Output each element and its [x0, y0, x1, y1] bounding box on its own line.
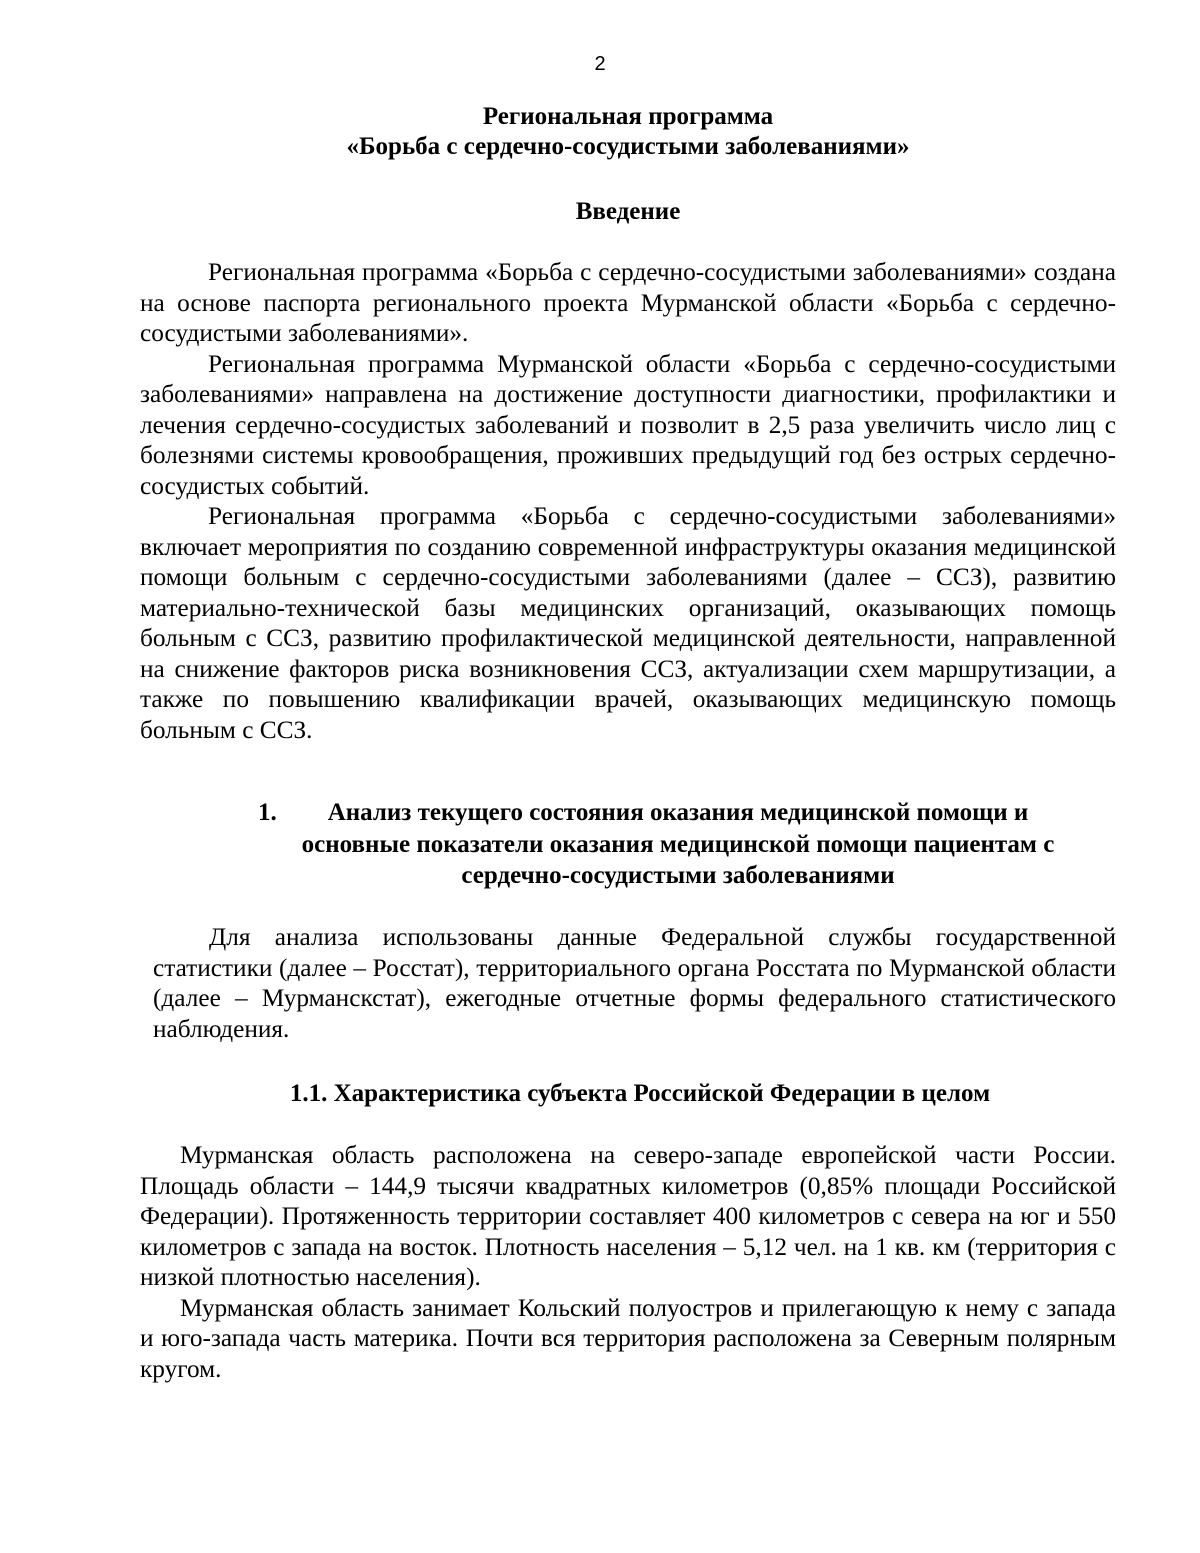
section-1-number: 1. — [258, 799, 277, 826]
section-1-paragraph: Для анализа использованы данные Федеральной службы государственной статистики (далее – Росстат), территориального органа Росстата по Мурманской области (далее – Мурманскстат), ежегодные отчетные формы федерального статистического наблюдения. — [153, 923, 1116, 1043]
document-title-line-1: Региональная программа — [482, 103, 774, 130]
section-1-1-heading: 1.1. Характеристика субъекта Российской Федерации в целом — [289, 1080, 991, 1107]
intro-paragraph-2: Региональная программа Мурманской области «Борьба с сердечно-сосудистыми заболеваниями» направлена на достижение доступности диагностики, профилактики и лечения сердечно-сосудистых заболеваний и позволит в 2,5 раза увеличить число лиц с болезнями системы кровообращения, проживших предыдущий год без острых сердечно-сосудистых событий. — [140, 349, 1116, 500]
section-1-1-paragraph-2: Мурманская область занимает Кольский полуостров и прилегающую к нему с запада и юго-запада часть материка. Почти вся территория расположена за Северным полярным кругом. — [140, 1293, 1116, 1383]
intro-paragraph-3: Региональная программа «Борьба с сердечно-сосудистыми заболеваниями» включает мероприятия по созданию современной инфраструктуры оказания медицинской помощи больным с сердечно-сосудистыми заболеваниями (далее – ССЗ), развитию материально-технической базы медицинских организаций, оказывающих помощь больным с ССЗ, развитию профилактической медицинской деятельности, направленной на снижение факторов риска возникновения ССЗ, актуализации схем маршрутизации, а также по повышению квалификации врачей, оказывающих медицинскую помощь больным с ССЗ. — [140, 502, 1116, 744]
section-1-1-paragraph-1: Мурманская область расположена на северо-западе европейской части России. Площадь области – 144,9 тысячи квадратных километров (0,85% площади Российской Федерации). Протяженность территории составляет 400 километров с севера на юг и 550 километров с запада на восток. Плотность населения – 5,12 чел. на 1 кв. км (территория с низкой плотностью населения). — [140, 1141, 1116, 1291]
document-title-line-2: «Борьба с сердечно-сосудистыми заболеваниями» — [346, 133, 910, 160]
page-number: 2 — [594, 53, 606, 75]
section-1-heading-line-1: Анализ текущего состояния оказания медицинской помощи и — [327, 799, 1029, 826]
document-title — [140, 102, 1116, 162]
section-1-heading-line-2: основные показатели оказания медицинской помощи пациентам с — [301, 830, 1055, 858]
section-1-heading-line-3: сердечно-сосудистыми заболеваниями — [461, 862, 895, 889]
section-1-heading — [258, 797, 1098, 892]
section-1-body — [153, 922, 1116, 1044]
section-1-1-body — [140, 1140, 1116, 1384]
intro-heading: Введение — [575, 198, 681, 225]
intro-paragraph-1: Региональная программа «Борьба с сердечно-сосудистыми заболеваниями» создана на основе паспорта регионального проекта Мурманской области «Борьба с сердечно-сосудистыми заболеваниями». — [140, 258, 1116, 347]
intro-section — [140, 257, 1116, 745]
